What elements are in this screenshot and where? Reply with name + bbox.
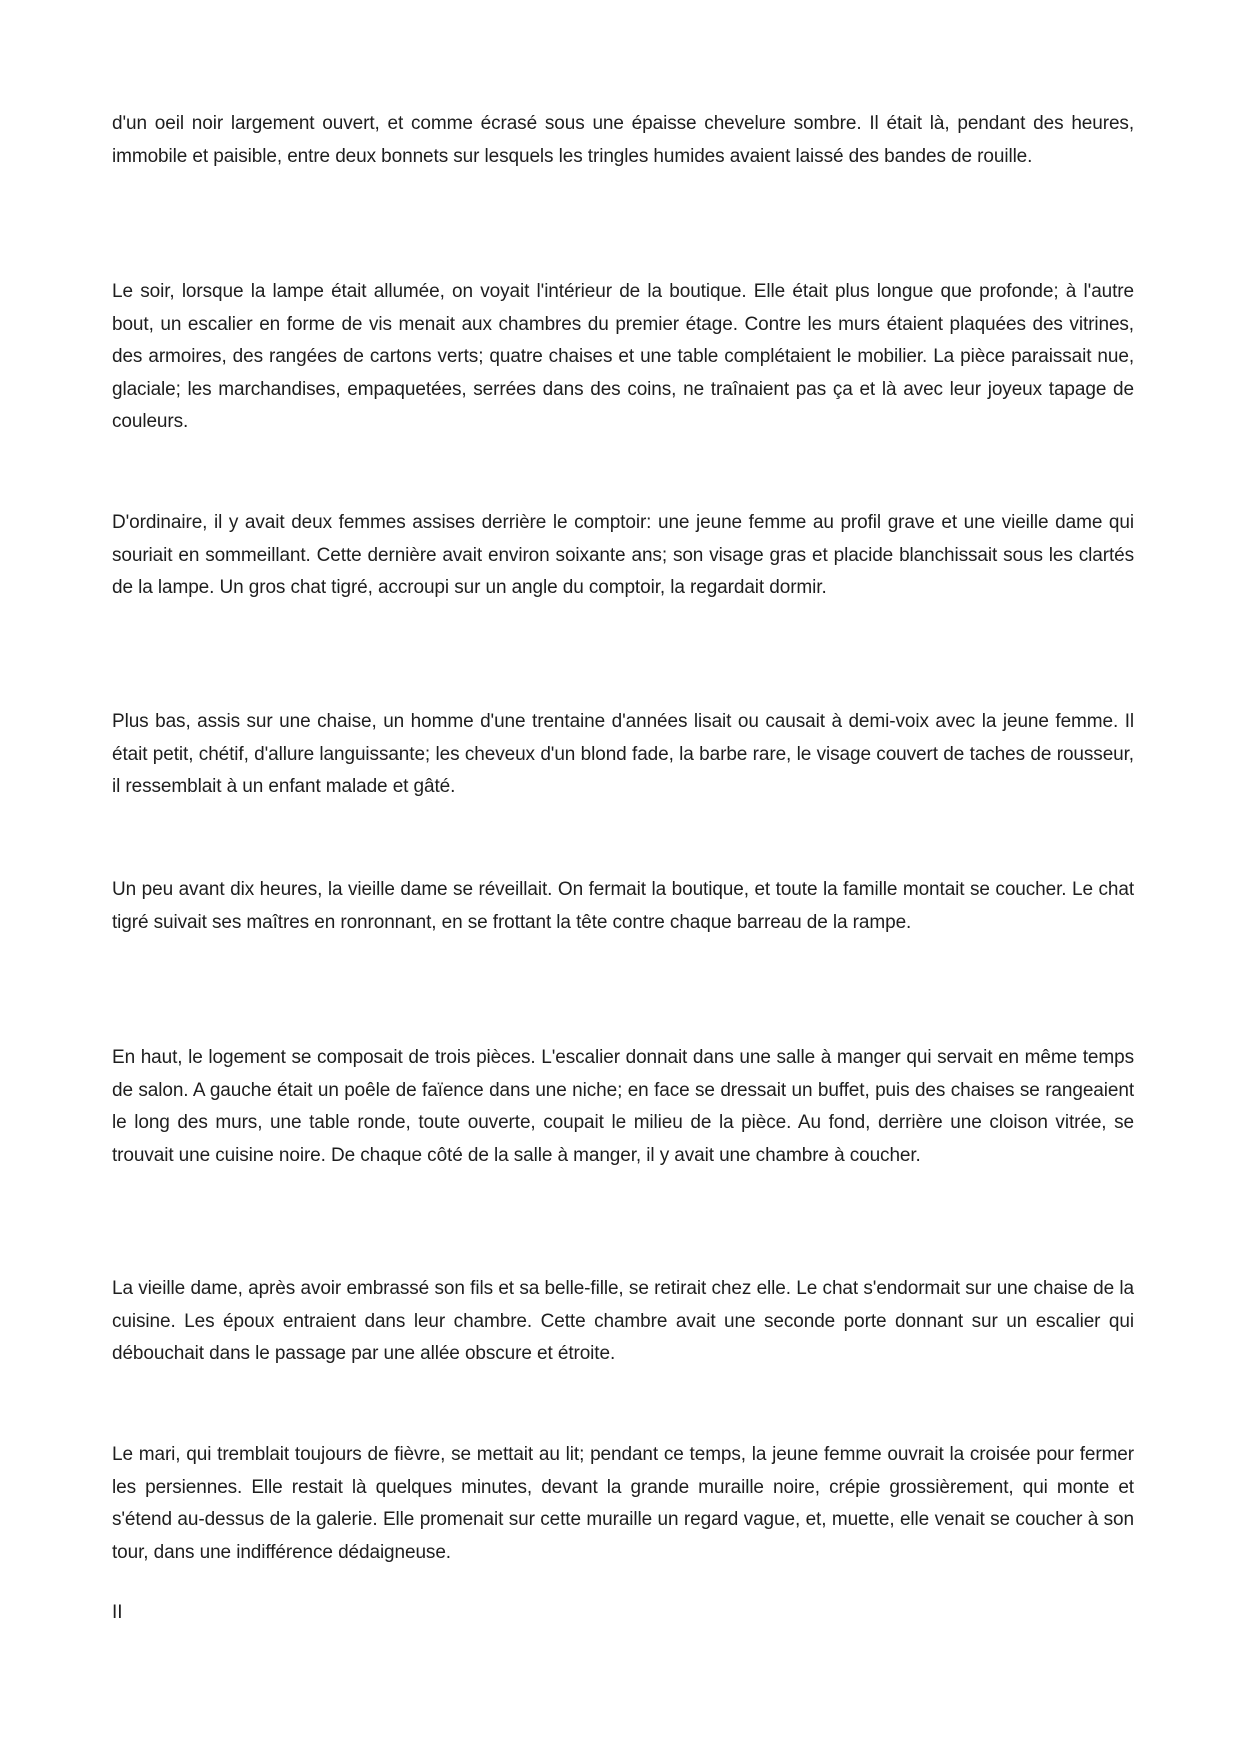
paragraph: La vieille dame, après avoir embrassé son fils et sa belle-fille, se retirait chez elle. Le chat s'endormait sur une chaise de la cuisine. Les époux entraient dans leur chambre. Cette chambre avait une seconde porte donnant sur un escalier qui débouchait dans le passage par une allée obscure et étroite. — [112, 1278, 1134, 1364]
paragraph: Plus bas, assis sur une chaise, un homme d'une trentaine d'années lisait ou causait à demi-voix avec la jeune femme. Il était petit, chétif, d'allure languissante; les cheveux d'un blond fade, la barbe rare, le visage couvert de taches de rousseur, il ressemblait à un enfant malade et gâté. — [112, 711, 1134, 797]
paragraph: Un peu avant dix heures, la vieille dame se réveillait. On fermait la boutique, et toute la famille montait se coucher. Le chat tigré suivait ses maîtres en ronronnant, en se frottant la tête contre chaque barreau de la rampe. — [112, 879, 1134, 933]
paragraph: Le mari, qui tremblait toujours de fièvre, se mettait au lit; pendant ce temps, la jeune femme ouvrait la croisée pour fermer les persiennes. Elle restait là quelques minutes, devant la grande muraille noire, crépie grossièrement, qui monte et s'étend au-dessus de la galerie. Elle promenait sur cette muraille un regard vague, et, muette, elle venait se coucher à son tour, dans une indifférence dédaigneuse. — [112, 1444, 1134, 1563]
chapter-marker: II — [112, 1602, 123, 1623]
paragraph: D'ordinaire, il y avait deux femmes assises derrière le comptoir: une jeune femme au profil grave et une vieille dame qui souriait en sommeillant. Cette dernière avait environ soixante ans; son visage gras et placide blanchissait sous les clartés de la lampe. Un gros chat tigré, accroupi sur un angle du comptoir, la regardait dormir. — [112, 512, 1134, 598]
paragraph: En haut, le logement se composait de trois pièces. L'escalier donnait dans une salle à manger qui servait en même temps de salon. A gauche était un poêle de faïence dans une niche; en face se dressait un buffet, puis des chaises se rangeaient le long des murs, une table ronde, toute ouverte, coupait le milieu de la pièce. Au fond, derrière une cloison vitrée, se trouvait une cuisine noire. De chaque côté de la salle à manger, il y avait une chambre à coucher. — [112, 1047, 1134, 1166]
paragraph: d'un oeil noir largement ouvert, et comme écrasé sous une épaisse chevelure sombre. Il était là, pendant des heures, immobile et paisible, entre deux bonnets sur lesquels les tringles humides avaient laissé des bandes de rouille. — [112, 113, 1134, 167]
paragraph: Le soir, lorsque la lampe était allumée, on voyait l'intérieur de la boutique. Elle était plus longue que profonde; à l'autre bout, un escalier en forme de vis menait aux chambres du premier étage. Contre les murs étaient plaquées des vitrines, des armoires, des rangées de cartons verts; quatre chaises et une table complétaient le mobilier. La pièce paraissait nue, glaciale; les marchandises, empaquetées, serrées dans des coins, ne traînaient pas ça et là avec leur joyeux tapage de couleurs. — [112, 281, 1134, 432]
